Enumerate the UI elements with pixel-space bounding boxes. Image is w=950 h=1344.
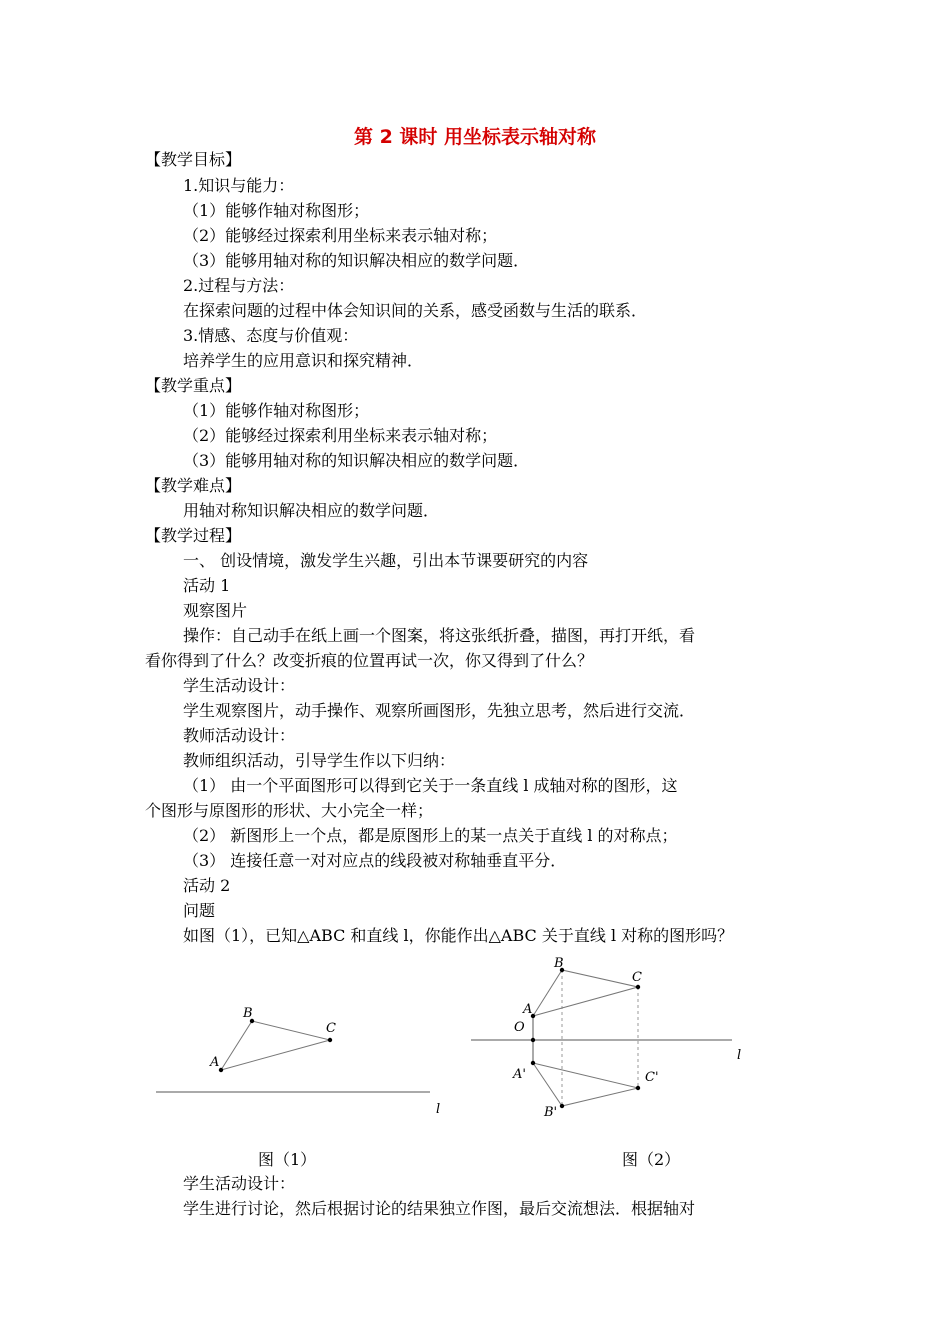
text-line: （2） 新图形上一个点，都是原图形上的某一点关于直线 l 的对称点； — [183, 826, 678, 845]
label-a: A — [210, 1055, 220, 1070]
point-c1 — [636, 1086, 640, 1090]
label-b: B — [243, 1006, 253, 1021]
text-line: 学生活动设计： — [183, 1174, 296, 1193]
text-line: 1.知识与能力： — [183, 176, 295, 195]
section-heading-process: 【教学过程】 — [145, 526, 242, 545]
text-line: 观察图片 — [183, 601, 248, 620]
text-line: （3）能够用轴对称的知识解决相应的数学问题． — [183, 451, 530, 470]
text-line: 如图（1），已知△ABC 和直线 l，你能作出△ABC 关于直线 l 对称的图形吗？ — [183, 926, 734, 945]
point-a1 — [531, 1061, 535, 1065]
label-c: C — [632, 970, 642, 985]
page-title: 第 2 课时 用坐标表示轴对称 — [353, 126, 597, 148]
label-o: O — [514, 1020, 525, 1035]
section-heading-objectives: 【教学目标】 — [145, 150, 242, 169]
text-line: 一、 创设情境，激发学生兴趣，引出本节课要研究的内容 — [183, 551, 589, 570]
section-heading-key-points: 【教学重点】 — [145, 376, 242, 395]
label-c1: C' — [645, 1070, 659, 1085]
label-l: l — [737, 1048, 742, 1063]
triangle-abc — [533, 970, 638, 1016]
label-l: l — [436, 1102, 441, 1117]
section-heading-difficulties: 【教学难点】 — [145, 476, 242, 495]
text-line: 3.情感、态度与价值观： — [183, 326, 359, 345]
text-line: 学生观察图片，动手操作、观察所画图形，先独立思考，然后进行交流． — [183, 701, 696, 720]
figure-1-caption: 图（1） — [258, 1150, 317, 1169]
text-line: 活动 1 — [183, 576, 231, 595]
triangle-abc — [221, 1021, 330, 1070]
text-line: 教师活动设计： — [183, 726, 296, 745]
label-a1: A' — [513, 1067, 526, 1082]
text-line: 在探索问题的过程中体会知识间的关系，感受函数与生活的联系． — [183, 301, 648, 320]
text-line: （1）能够作轴对称图形； — [183, 201, 370, 220]
label-b1: B' — [544, 1105, 558, 1120]
text-line: 活动 2 — [183, 876, 231, 895]
text-line: （1）能够作轴对称图形； — [183, 401, 370, 420]
point-c — [636, 985, 640, 989]
text-line: 用轴对称知识解决相应的数学问题． — [183, 501, 440, 520]
text-line: 看你得到了什么？改变折痕的位置再试一次，你又得到了什么？ — [145, 651, 594, 670]
text-line: 培养学生的应用意识和探究精神． — [183, 351, 424, 370]
text-line: （2）能够经过探索利用坐标来表示轴对称； — [183, 426, 498, 445]
point-o — [531, 1038, 535, 1042]
label-b: B — [554, 956, 564, 971]
label-a: A — [523, 1002, 533, 1017]
point-a — [219, 1068, 223, 1072]
label-c: C — [326, 1021, 336, 1036]
text-line: 学生活动设计： — [183, 676, 296, 695]
text-line: 学生进行讨论，然后根据讨论的结果独立作图，最后交流想法．根据轴对 — [183, 1199, 696, 1218]
point-b1 — [560, 1104, 564, 1108]
triangle-a1b1c1 — [533, 1063, 638, 1106]
figure-2-caption: 图（2） — [622, 1150, 681, 1169]
text-line: （1） 由一个平面图形可以得到它关于一条直线 l 成轴对称的图形，这 — [183, 776, 678, 795]
text-line: 教师组织活动，引导学生作以下归纳： — [183, 751, 456, 770]
text-line: 操作：自己动手在纸上画一个图案，将这张纸折叠，描图，再打开纸，看 — [183, 626, 696, 645]
text-line: （3） 连接任意一对对应点的线段被对称轴垂直平分． — [183, 851, 567, 870]
figure-2 — [471, 956, 741, 1120]
text-line: （3）能够用轴对称的知识解决相应的数学问题． — [183, 251, 530, 270]
text-line: 2.过程与方法： — [183, 276, 295, 295]
point-c — [328, 1038, 332, 1042]
text-line: 问题 — [183, 901, 216, 920]
text-line: 个图形与原图形的形状、大小完全一样； — [145, 801, 434, 820]
text-line: （2）能够经过探索利用坐标来表示轴对称； — [183, 226, 498, 245]
figure-1 — [156, 1006, 440, 1117]
